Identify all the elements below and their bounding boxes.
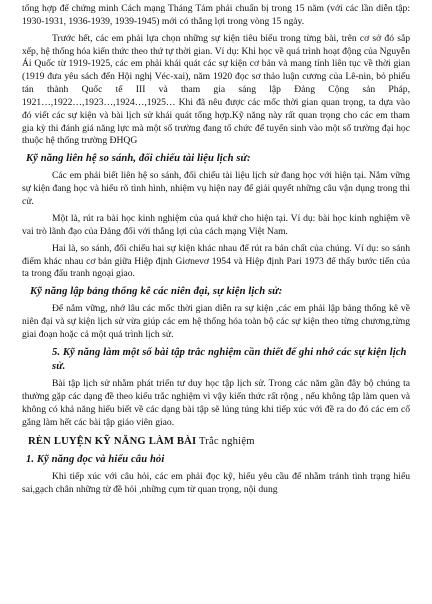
paragraph-intro: tổng hợp để chứng minh Cách mạng Tháng Tám phải chuẩn bị trong 15 năm (với các lần diễn tập: 1930-1931, 1936-1939, 1939-1945) mới có thắng lợi trong vòng 15 ngày.: [22, 3, 410, 27]
paragraph-comparison: Các em phải biết liên hệ so sánh, đối chiếu tài liệu lịch sử đang học với hiện tại. Nắm vững sự kiện đang học và hiểu rõ tình hình, nhiệm vụ hiện nay để giải quyết những câu vận dụng trong thi cử.: [22, 170, 410, 208]
paragraph-lesson-one: Một là, rút ra bài học kinh nghiệm của quá khứ cho hiện tại. Ví dụ: bài học kinh nghiệm về vai trò lãnh đạo của Đảng đối với thắng lợi của cách mạng Việt Nam.: [22, 213, 410, 237]
paragraph-exercise: Bài tập lịch sử nhằm phát triển tư duy học tập lịch sử. Trong các năm gần đây bộ chúng ta thường gặp các dạng đề theo kiểu trắc nghiệm vì vậy kiến thức rất rộng , nếu không tập làm quen và không có khả năng hiểu biết về các dạng bài tập sẽ lúng túng khi tiếp xúc với đề ra do đó các em cố gắng làm hết các bài tập giáo viên giao.: [22, 378, 410, 428]
heading-exercise-skill: 5. Kỹ năng làm một số bài tập trắc nghiệm cần thiết để ghi nhớ các sự kiện lịch sử.: [52, 346, 407, 373]
section-title-sub: Trắc nghiệm: [196, 435, 255, 447]
heading-reading-skill: 1. Kỹ năng đọc và hiểu câu hỏi: [26, 453, 165, 465]
paragraph-lesson-two: Hai là, so sánh, đối chiếu hai sự kiện khác nhau để rút ra bản chất của chúng. Ví dụ: so sánh điểm khác nhau cơ bản giữa Hiệp định Giơnevơ 1954 và Hiệp định Pari 1973 để thấy bước tiến của ta trong đấu tranh ngoại giao.: [22, 242, 410, 280]
heading-table-skill: Kỹ năng lập bảng thống kê các niên đại, sự kiện lịch sử:: [30, 286, 283, 298]
section-title: [28, 435, 410, 449]
section-title-main: RÈN LUYỆN KỸ NĂNG LÀM BÀI: [28, 435, 197, 447]
paragraph-reading: Khi tiếp xúc với câu hỏi, các em phải đọc kỹ, hiểu yêu cầu để nhằm tránh tình trạng hiểu sai,gạch chân những từ đề hỏi ,những cụm từ quan trọng, nội dung: [22, 471, 410, 495]
heading-comparison-skill: Kỹ năng liên hệ so sánh, đối chiếu tài liệu lịch sử:: [26, 153, 251, 165]
paragraph-chronology: Trước hết, các em phải lựa chọn những sự kiện tiêu biểu trong từng bài, trên cơ sở đó sắp xếp, hệ thống hóa kiến thức theo thứ tự thời gian. Ví dụ: Khi học về quá trình hoạt động của Nguyễn Ái Quốc từ 1919-1925, các em phải khái quát các sự kiện cơ bản và mang tính liên tục về thời gian (1919 đưa yêu sách đến Hội nghị Véc-xai), năm 1920 đọc sơ thảo luận cương của Lê-nin, bỏ phiếu tán thành Quốc tế III và tham gia sáng lập Đảng Cộng sản Pháp, 1921…,1922…,1923…,1924…,1925… Khi đã nêu được các mốc thời gian quan trọng, ta dựa vào đó viết các sự kiện và bài lịch sử khái quát tổng hợp.Kỹ năng này rất quan trọng cho các em tham gia kỳ thi đánh giá năng lực mà một số trường đang tổ chức để tuyển sinh vào một số trường đại học thuộc hệ thống trường ĐHQG: [22, 32, 410, 147]
paragraph-table: Để nắm vững, nhớ lâu các mốc thời gian diễn ra sự kiện ,các em phải lập bảng thống kê về niên đại và sự kiện lịch sử vừa giúp các em hệ thống hóa toàn bộ các sự kiện theo từng chương,từng giai đoạn hoặc cả một quá trình lịch sử.: [22, 303, 410, 341]
